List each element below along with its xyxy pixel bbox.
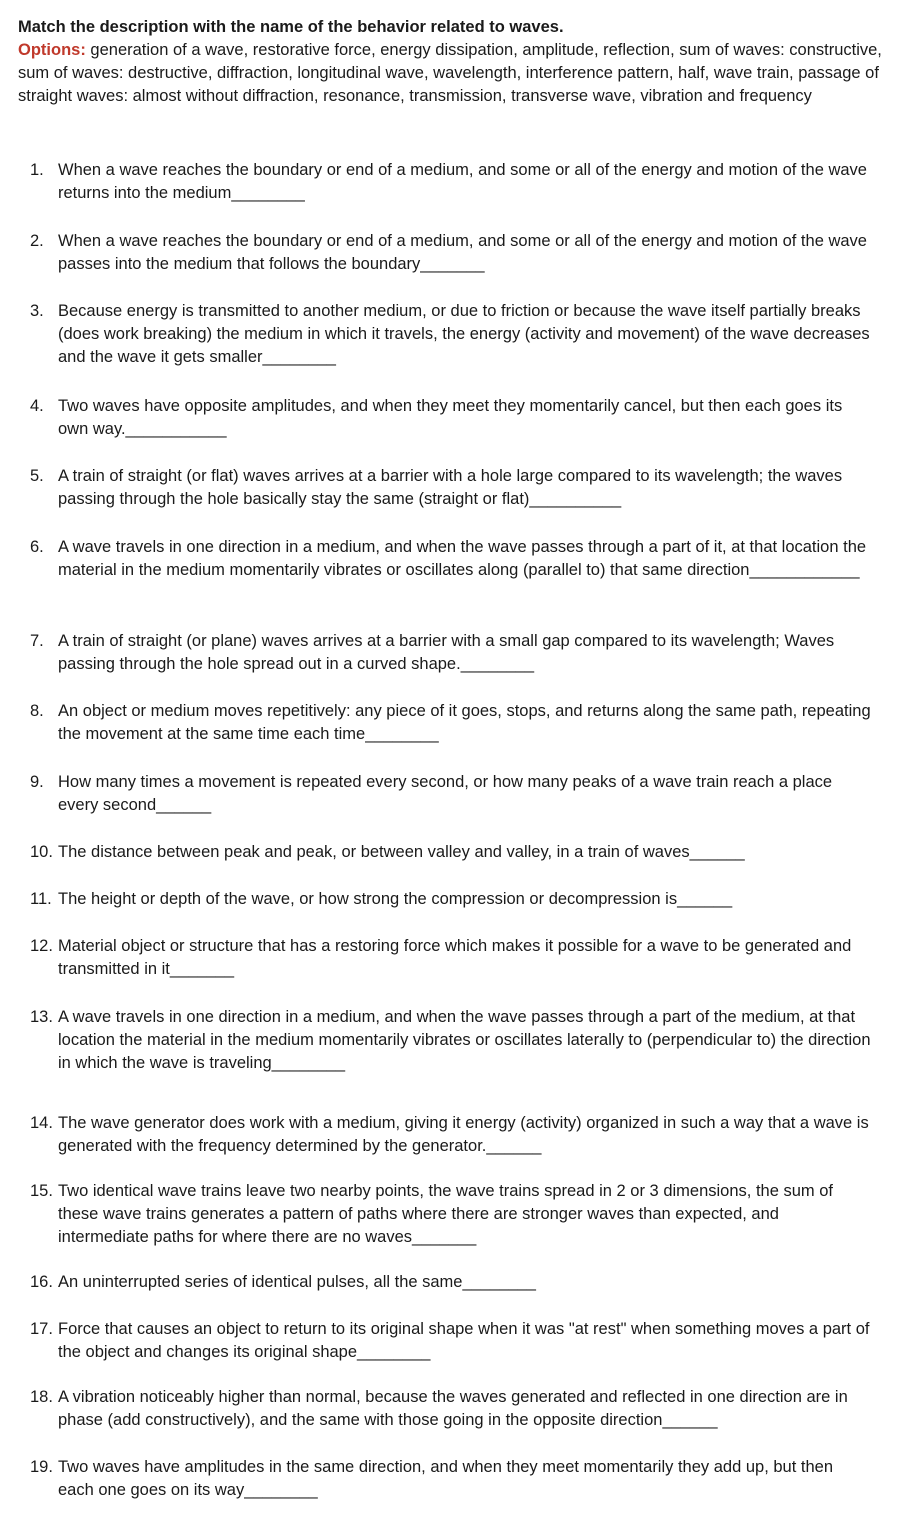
question-item bbox=[30, 1386, 872, 1432]
question-number: 5. bbox=[30, 467, 44, 485]
options-text: generation of a wave, restorative force, energy dissipation, amplitude, reflection, sum of waves: constructive, sum of waves: destructive, diffraction, longitudinal wave, wavelength, interference pattern, half, wave train, passage of straight waves: almost without diffraction, resonance, transmission, transverse wave, vibration and frequency bbox=[18, 41, 882, 105]
question-number: 9. bbox=[30, 773, 44, 791]
question-item bbox=[30, 841, 872, 864]
question-number: 10. bbox=[30, 843, 53, 861]
question-text: A train of straight (or flat) waves arrives at a barrier with a hole large compared to its wavelength; the waves passing through the hole basically stay the same (straight or flat)__________ bbox=[58, 467, 843, 508]
options-label: Options: bbox=[18, 41, 86, 59]
question-text: Two waves have opposite amplitudes, and when they meet they momentarily cancel, but then each goes its own way.___________ bbox=[58, 397, 843, 438]
question-text: The height or depth of the wave, or how strong the compression or decompression is______ bbox=[58, 890, 733, 908]
question-item bbox=[30, 1112, 872, 1158]
question-number: 7. bbox=[30, 632, 44, 650]
question-item bbox=[30, 1318, 872, 1364]
question-item bbox=[30, 630, 872, 676]
question-item bbox=[30, 395, 872, 441]
question-number: 4. bbox=[30, 397, 44, 415]
question-text: Because energy is transmitted to another medium, or due to friction or because the wave itself partially breaks (does work breaking) the medium in which it travels, the energy (activity and movement) of the wave decreases and the wave it gets smaller________ bbox=[58, 302, 870, 366]
question-text: Two identical wave trains leave two nearby points, the wave trains spread in 2 or 3 dimensions, the sum of these wave trains generates a pattern of paths where there are stronger waves than expected, and intermediate paths for where there are no waves_______ bbox=[58, 1182, 833, 1246]
question-item bbox=[30, 230, 872, 276]
question-text: The distance between peak and peak, or between valley and valley, in a train of waves______ bbox=[58, 843, 745, 861]
question-number: 6. bbox=[30, 538, 44, 556]
question-text: How many times a movement is repeated every second, or how many peaks of a wave train reach a place every second______ bbox=[58, 773, 833, 814]
question-text: An uninterrupted series of identical pulses, all the same________ bbox=[58, 1273, 536, 1291]
question-text: Two waves have amplitudes in the same direction, and when they meet momentarily they add up, but then each one goes on its way________ bbox=[58, 1458, 834, 1499]
worksheet-page bbox=[18, 16, 890, 108]
question-item bbox=[30, 1271, 872, 1294]
question-number: 16. bbox=[30, 1273, 53, 1291]
worksheet-title: Match the description with the name of the behavior related to waves. bbox=[18, 18, 564, 36]
question-text: A train of straight (or plane) waves arrives at a barrier with a small gap compared to its wavelength; Waves passing through the hole spread out in a curved shape.________ bbox=[58, 632, 835, 673]
question-text: The wave generator does work with a medium, giving it energy (activity) organized in such a way that a wave is generated with the frequency determined by the generator.______ bbox=[58, 1114, 869, 1155]
question-item bbox=[30, 1180, 872, 1249]
question-number: 12. bbox=[30, 937, 53, 955]
question-text: A vibration noticeably higher than normal, because the waves generated and reflected in one direction are in phase (add constructively), and the same with those going in the opposite direction______ bbox=[58, 1388, 848, 1429]
question-text: A wave travels in one direction in a medium, and when the wave passes through a part of the medium, at that location the material in the medium momentarily vibrates or oscillates laterally to (perpendicular to) the direction in which the wave is traveling________ bbox=[58, 1008, 871, 1072]
question-item bbox=[30, 700, 872, 746]
question-text: When a wave reaches the boundary or end of a medium, and some or all of the energy and motion of the wave passes into the medium that follows the boundary_______ bbox=[58, 232, 867, 273]
question-number: 18. bbox=[30, 1388, 53, 1406]
question-item bbox=[30, 771, 872, 817]
question-item bbox=[30, 1006, 872, 1075]
question-item bbox=[30, 159, 872, 205]
options-paragraph bbox=[18, 39, 890, 108]
question-item bbox=[30, 1456, 872, 1502]
question-number: 15. bbox=[30, 1182, 53, 1200]
question-number: 8. bbox=[30, 702, 44, 720]
question-number: 3. bbox=[30, 302, 44, 320]
question-item bbox=[30, 465, 872, 511]
question-number: 2. bbox=[30, 232, 44, 250]
question-text: An object or medium moves repetitively: any piece of it goes, stops, and returns along the same path, repeating the movement at the same time each time________ bbox=[58, 702, 871, 743]
question-number: 11. bbox=[30, 890, 52, 908]
question-number: 17. bbox=[30, 1320, 53, 1338]
question-item bbox=[30, 536, 872, 582]
question-number: 19. bbox=[30, 1458, 53, 1476]
question-item bbox=[30, 935, 872, 981]
question-number: 1. bbox=[30, 161, 44, 179]
question-item bbox=[30, 888, 872, 911]
question-text: Force that causes an object to return to its original shape when it was "at rest" when something moves a part of the object and changes its original shape________ bbox=[58, 1320, 870, 1361]
question-number: 13. bbox=[30, 1008, 53, 1026]
question-number: 14. bbox=[30, 1114, 53, 1132]
question-text: Material object or structure that has a restoring force which makes it possible for a wave to be generated and transmitted in it_______ bbox=[58, 937, 852, 978]
question-text: A wave travels in one direction in a medium, and when the wave passes through a part of it, at that location the material in the medium momentarily vibrates or oscillates along (parallel to) that same direction____________ bbox=[58, 538, 867, 579]
question-text: When a wave reaches the boundary or end of a medium, and some or all of the energy and motion of the wave returns into the medium________ bbox=[58, 161, 867, 202]
question-item bbox=[30, 300, 872, 369]
